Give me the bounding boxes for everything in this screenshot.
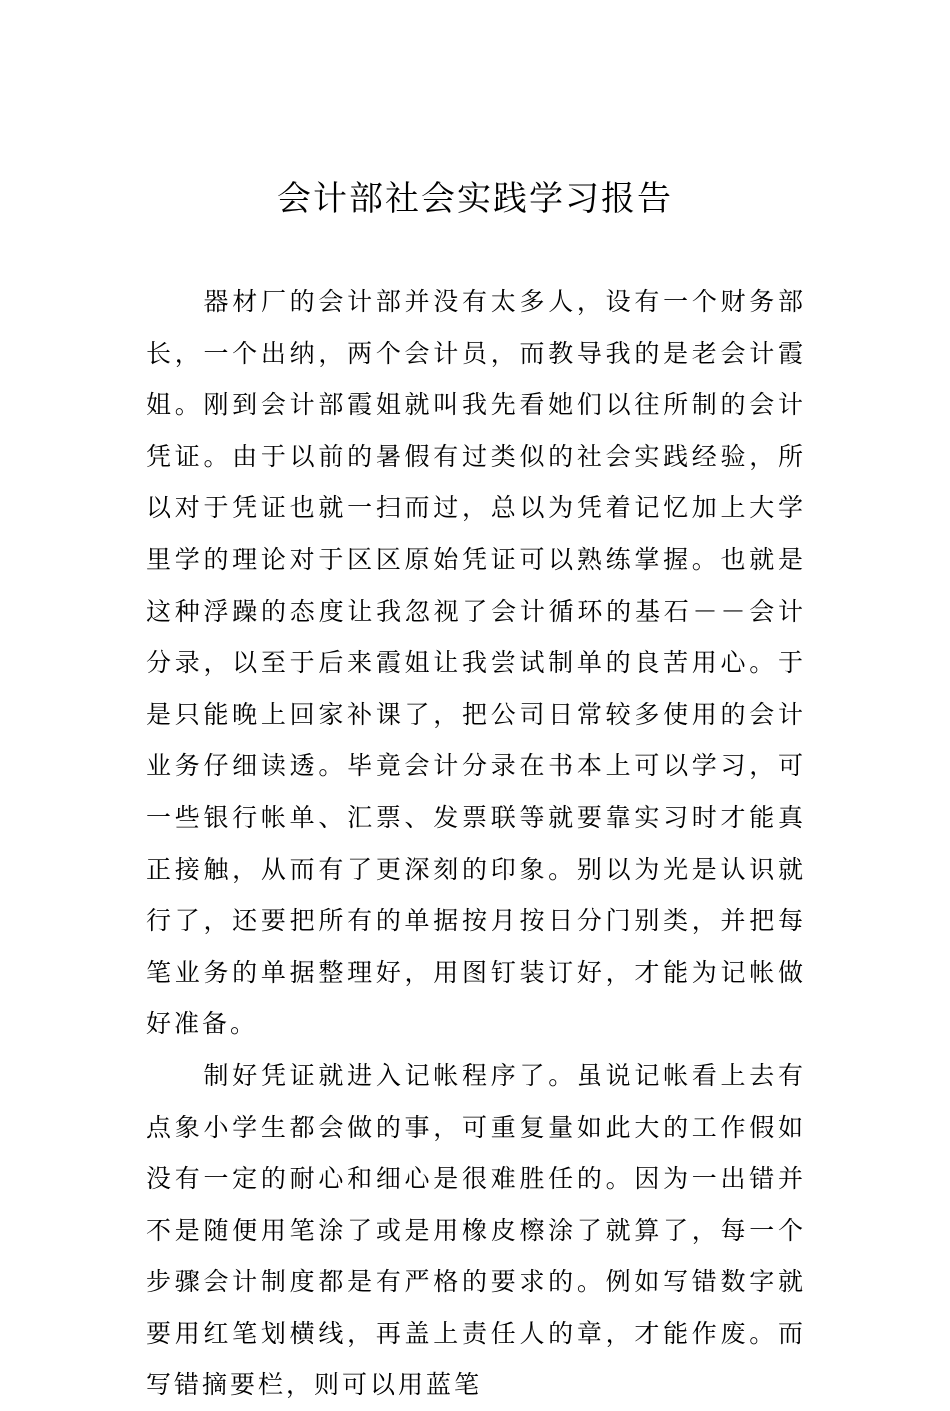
paragraph: 器材厂的会计部并没有太多人，设有一个财务部长，一个出纳，两个会计员，而教导我的是老会计霞姐。刚到会计部霞姐就叫我先看她们以往所制的会计凭证。由于以前的暑假有过类似的社会实践经验，所以对于凭证也就一扫而过，总以为凭着记忆加上大学里学的理论对于区区原始凭证可以熟练掌握。也就是这种浮躁的态度让我忽视了会计循环的基石－－会计分录，以至于后来霞姐让我尝试制单的良苦用心。于是只能晚上回家补课了，把公司日常较多使用的会计业务仔细读透。毕竟会计分录在书本上可以学习，可一些银行帐单、汇票、发票联等就要靠实习时才能真正接触，从而有了更深刻的印象。别以为光是认识就行了，还要把所有的单据按月按日分门别类，并把每笔业务的单据整理好，用图钉装订好，才能为记帐做好准备。 bbox=[146, 287, 806, 1039]
document-body bbox=[146, 276, 806, 1411]
paragraph: 制好凭证就进入记帐程序了。虽说记帐看上去有点象小学生都会做的事，可重复量如此大的工作假如没有一定的耐心和细心是很难胜任的。因为一出错并不是随便用笔涂了或是用橡皮檫涂了就算了，每一个步骤会计制度都是有严格的要求的。例如写错数字就要用红笔划横线，再盖上责任人的章，才能作废。而写错摘要栏，则可以用蓝笔 bbox=[146, 1060, 806, 1400]
document-title: 会计部社会实践学习报告 bbox=[277, 179, 673, 219]
